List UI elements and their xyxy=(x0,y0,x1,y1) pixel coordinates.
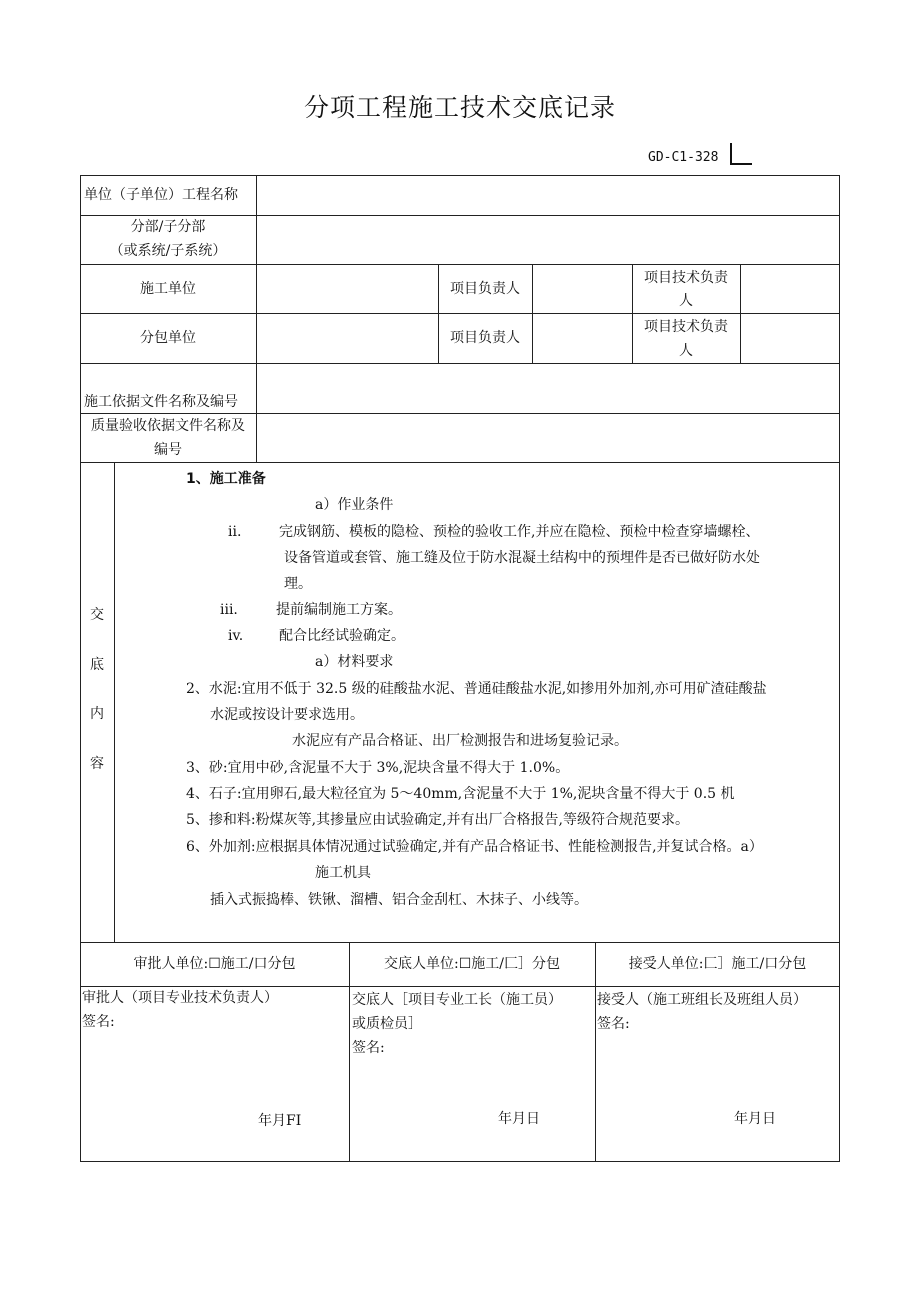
paragraph-line: 施工机具 xyxy=(315,865,371,881)
receiver-title: 接受人（施工班组长及班组人员） xyxy=(597,992,807,1008)
content-label-char: 交 xyxy=(90,607,104,623)
table-border-bottom xyxy=(80,1161,840,1162)
form-code-box xyxy=(730,143,752,165)
project-name-label: 单位（子单位）工程名称 xyxy=(84,187,238,203)
receiver-unit: 接受人单位:匚］施工/口分包 xyxy=(628,956,807,972)
approver-date: 年月FI xyxy=(258,1113,302,1129)
row-divider xyxy=(80,942,840,943)
subcontractor-label: 分包单位 xyxy=(140,330,196,346)
discloser-title-line1: 交底人［项目专业工长（施工员） xyxy=(352,992,562,1008)
receiver-date: 年月日 xyxy=(734,1111,776,1127)
receiver-sign-label: 签名: xyxy=(597,1016,630,1032)
row-divider xyxy=(80,363,840,364)
section-heading: 1、施工准备 xyxy=(186,471,266,487)
tech-manager-label-line2: 人 xyxy=(679,293,693,309)
project-manager-label-2: 项目负责人 xyxy=(450,330,520,346)
list-marker: iii. xyxy=(220,602,238,618)
list-marker: iv. xyxy=(228,628,244,644)
approver-unit: 审批人单位:☐施工/口分包 xyxy=(133,956,296,972)
basis-doc-label: 施工依据文件名称及编号 xyxy=(84,394,238,410)
tech-manager-label-2-line1: 项目技术负责 xyxy=(644,319,728,335)
row-divider xyxy=(80,264,840,265)
contractor-label: 施工单位 xyxy=(140,281,196,297)
tech-manager-label-line1: 项目技术负责 xyxy=(644,270,728,286)
page-title: 分项工程施工技术交底记录 xyxy=(303,93,616,122)
list-marker: ii. xyxy=(228,524,242,540)
paragraph-line: 5、掺和料:粉煤灰等,其掺量应由试验确定,并有出厂合格报告,等级符合规范要求。 xyxy=(186,812,689,828)
project-manager-label: 项目负责人 xyxy=(450,281,520,297)
paragraph-line: 4、石子:宜用卵石,最大粒径宜为 5～40mm,含泥量不大于 1%,泥块含量不得大于 0.5 机 xyxy=(186,786,735,802)
col-divider xyxy=(532,264,533,364)
col-divider xyxy=(256,175,257,463)
col-divider xyxy=(114,462,115,943)
content-label-char: 内 xyxy=(90,706,104,722)
subdivision-label-line1: 分部/子分部 xyxy=(130,219,206,235)
tech-manager-label-2-line2: 人 xyxy=(679,343,693,359)
discloser-sign-label: 签名: xyxy=(352,1040,385,1056)
col-divider xyxy=(740,264,741,364)
list-item-text: 理。 xyxy=(284,576,312,592)
list-item-text: 完成钢筋、模板的隐检、预检的验收工作,并应在隐检、预检中检查穿墙螺栓、 xyxy=(279,524,760,540)
list-item-text: 配合比经试验确定。 xyxy=(279,628,405,644)
table-border-top xyxy=(80,175,840,176)
subdivision-label-line2: （或系统/子系统） xyxy=(109,243,227,259)
table-border-right xyxy=(839,175,840,1162)
content-label-char: 容 xyxy=(90,756,104,772)
list-item-text: 设备管道或套管、施工缝及位于防水混凝土结构中的预埋件是否已做好防水处 xyxy=(284,550,760,566)
paragraph-line: 插入式振捣棒、铁锹、溜槽、铝合金刮杠、木抹子、小线等。 xyxy=(210,892,588,908)
list-item-text: 提前编制施工方案。 xyxy=(276,602,402,618)
content-label-char: 底 xyxy=(90,657,104,673)
approver-sign-label: 签名: xyxy=(82,1014,115,1030)
acceptance-doc-label-line2: 编号 xyxy=(154,442,182,458)
discloser-title-line2: 或质检员］ xyxy=(352,1016,422,1032)
form-table xyxy=(80,175,840,1162)
paragraph-line: 3、砂:宜用中砂,含泥量不大于 3%,泥块含量不得大于 1.0%。 xyxy=(186,760,570,776)
discloser-date: 年月日 xyxy=(498,1111,540,1127)
paragraph-line: 水泥或按设计要求选用。 xyxy=(210,707,364,723)
approver-title: 审批人（项目专业技术负责人） xyxy=(82,990,278,1006)
paragraph-line: 6、外加剂:应根据具体情况通过试验确定,并有产品合格证书、性能检测报告,并复试合格。a） xyxy=(186,839,763,855)
row-divider xyxy=(80,462,840,463)
subsection-heading: a）材料要求 xyxy=(315,654,394,670)
form-code: GD-C1-328 xyxy=(648,150,719,165)
acceptance-doc-label-line1: 质量验收依据文件名称及 xyxy=(91,418,245,434)
paragraph-line: 水泥应有产品合格证、出厂检测报告和进场复验记录。 xyxy=(292,733,628,749)
row-divider xyxy=(80,313,840,314)
discloser-unit: 交底人单位:☐施工/匚］分包 xyxy=(384,956,560,972)
paragraph-line: 2、水泥:宜用不低于 32.5 级的硅酸盐水泥、普通硅酸盐水泥,如掺用外加剂,亦可用矿渣硅酸盐 xyxy=(186,681,767,697)
subsection-heading: a）作业条件 xyxy=(315,497,394,513)
